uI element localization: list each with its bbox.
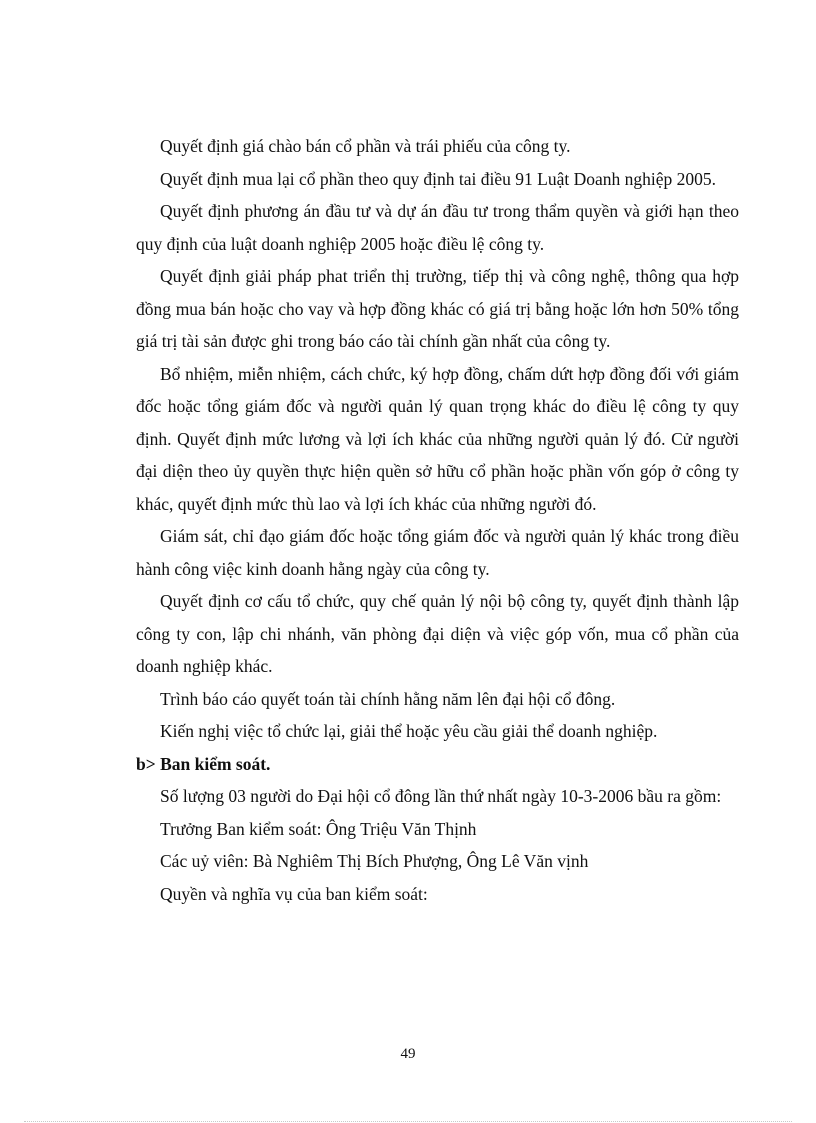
- board-members-line: Các uỷ viên: Bà Nghiêm Thị Bích Phượng, Ông Lê Văn vịnh: [160, 851, 589, 871]
- footer-divider: [24, 1121, 792, 1122]
- paragraph-investment-plan: Quyết định phương án đầu tư và dự án đầu tư trong thẩm quyền và giới hạn theo quy định của luật doanh nghiệp 2005 hoặc điều lệ công ty.: [136, 201, 739, 254]
- document-body: [136, 130, 739, 910]
- paragraph-reorganization: Kiến nghị việc tổ chức lại, giải thể hoặc yêu cầu giải thể doanh nghiệp.: [160, 721, 658, 741]
- paragraph-share-buyback: Quyết định mua lại cổ phần theo quy định tai điều 91 Luật Doanh nghiệp 2005.: [160, 168, 717, 189]
- paragraph-organization: Quyết định cơ cấu tổ chức, quy chế quản lý nội bộ công ty, quyết định thành lập công ty con, lập chi nhánh, văn phòng đại diện và việc góp vốn, mua cổ phần của doanh nghiệp khác.: [136, 591, 739, 676]
- paragraph-supervision: Giám sát, chỉ đạo giám đốc hoặc tổng giám đốc và người quản lý khác trong điều hành công việc kinh doanh hằng ngày của công ty.: [136, 526, 739, 579]
- paragraph-appointments: Bổ nhiệm, miễn nhiệm, cách chức, ký hợp đồng, chấm dứt hợp đồng đối với giám đốc hoặc tổng giám đốc và người quản lý quan trọng khác do điều lệ công ty quy định. Quyết định mức lương và lợi ích khác của những người quản lý đó. Cử người đại diện theo ủy quyền thực hiện quền sở hữu cổ phần hoặc phần vốn góp ở công ty khác, quyết định mức thù lao và lợi ích khác của những người đó.: [136, 363, 739, 514]
- board-head-line: Trưởng Ban kiểm soát: Ông Triệu Văn Thịnh: [160, 818, 477, 839]
- section-heading: b> Ban kiểm soát.: [136, 753, 271, 774]
- page-number: 49: [400, 1046, 416, 1062]
- board-duties-line: Quyền và nghĩa vụ của ban kiểm soát:: [160, 883, 428, 904]
- paragraph-market-development: Quyết định giải pháp phat triển thị trường, tiếp thị và công nghệ, thông qua hợp đồng mua bán hoặc cho vay và hợp đồng khác có giá trị bằng hoặc lớn hơn 50% tổng giá trị tài sản được ghi trong báo cáo tài chính gần nhất của công ty.: [136, 266, 739, 351]
- paragraph-offering-price: Quyết định giá chào bán cổ phần và trái phiếu của công ty.: [160, 136, 571, 156]
- paragraph-financial-report: Trình báo cáo quyết toán tài chính hằng năm lên đại hội cổ đông.: [160, 688, 616, 709]
- board-count-line: Số lượng 03 người do Đại hội cổ đông lần thứ nhất ngày 10-3-2006 bầu ra gồm:: [160, 786, 722, 806]
